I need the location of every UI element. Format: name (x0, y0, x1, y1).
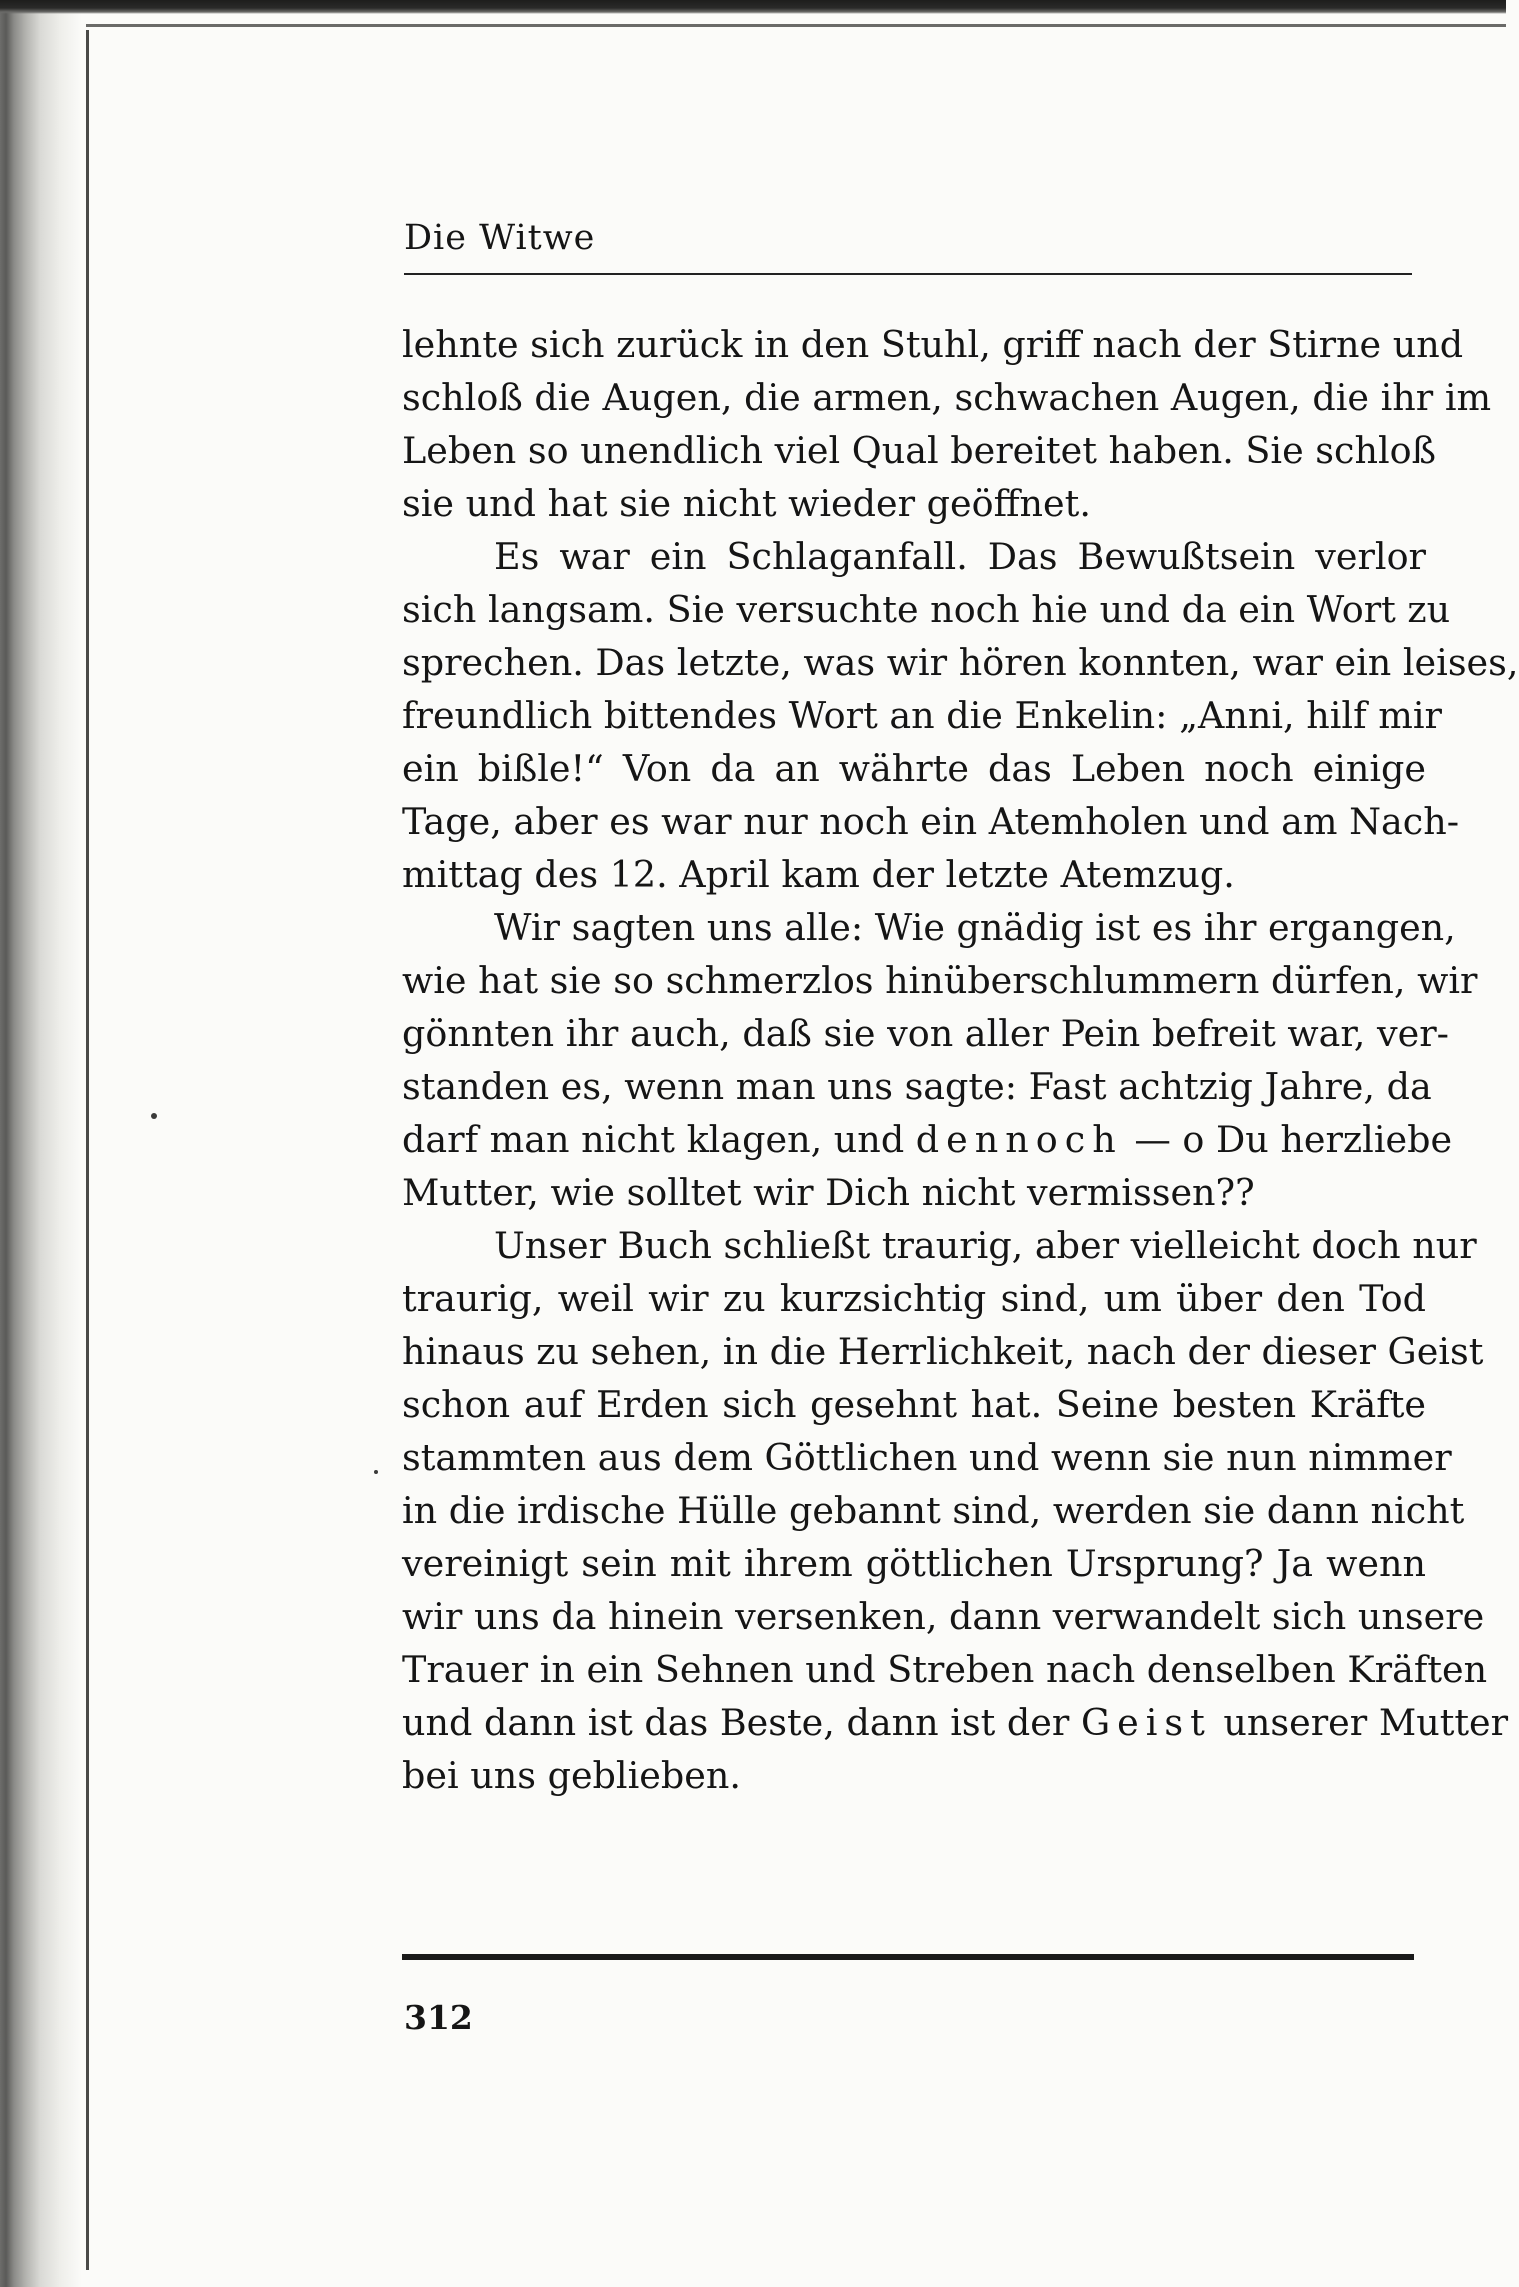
text-line: standen es, wenn man uns sagte: Fast achtzig Jahre, da (402, 1065, 1432, 1108)
text-line: ein bißle!“ Von da an währte das Leben noch einige (402, 747, 1426, 790)
text-line: Leben so unendlich viel Qual bereitet haben. Sie schloß (402, 429, 1437, 472)
text-line: wie hat sie so schmerzlos hinüberschlummern dürfen, wir (402, 959, 1478, 1002)
text-line (402, 1113, 1453, 1166)
text-line: vereinigt sein mit ihrem göttlichen Ursprung? Ja wenn (402, 1542, 1426, 1585)
text-line: sich langsam. Sie versuchte noch hie und da ein Wort zu (402, 588, 1451, 631)
running-header: Die Witwe (404, 218, 596, 258)
text-segment: und dann ist das Beste, dann ist der (402, 1701, 1070, 1744)
footer-rule (402, 1954, 1414, 1960)
text-line: Tage, aber es war nur noch ein Atemholen und am Nach- (402, 800, 1460, 843)
text-segment: — o Du herzliebe (1134, 1118, 1453, 1161)
text-segment: darf man nicht klagen, und (402, 1118, 905, 1161)
text-line: mittag des 12. April kam der letzte Atemzug. (402, 853, 1235, 896)
page-number: 312 (404, 1998, 473, 2037)
emphasis-spaced-text: Geist (1080, 1701, 1212, 1744)
text-line (402, 1696, 1509, 1749)
scan-top-line (86, 24, 1506, 27)
scan-top-edge (0, 0, 1506, 14)
text-line: bei uns geblieben. (402, 1754, 741, 1797)
scan-speck (374, 1470, 378, 1474)
emphasis-spaced-text: dennoch (915, 1118, 1123, 1161)
scan-speck (151, 1113, 157, 1119)
text-line: sprechen. Das letzte, was wir hören konnten, war ein leises, (402, 641, 1519, 684)
text-line: stammten aus dem Göttlichen und wenn sie nun nimmer (402, 1436, 1452, 1479)
header-rule (404, 273, 1412, 275)
text-line: Unser Buch schließt traurig, aber vielleicht doch nur (494, 1224, 1477, 1267)
text-line: gönnten ihr auch, daß sie von aller Pein befreit war, ver- (402, 1012, 1449, 1055)
text-line: wir uns da hinein versenken, dann verwandelt sich unsere (402, 1595, 1485, 1638)
text-line: in die irdische Hülle gebannt sind, werden sie dann nicht (402, 1489, 1465, 1532)
text-line: Es war ein Schlaganfall. Das Bewußtsein verlor (494, 535, 1426, 578)
text-line: freundlich bittendes Wort an die Enkelin: „Anni, hilf mir (402, 694, 1442, 737)
page-body (402, 318, 1519, 1802)
text-line: sie und hat sie nicht wieder geöffnet. (402, 482, 1091, 525)
book-binding-edge (0, 0, 82, 2287)
text-line: Trauer in ein Sehnen und Streben nach denselben Kräften (402, 1648, 1488, 1691)
text-line: hinaus zu sehen, in die Herrlichkeit, nach der dieser Geist (402, 1330, 1484, 1373)
text-line: schloß die Augen, die armen, schwachen Augen, die ihr im (402, 376, 1492, 419)
text-segment: unserer Mutter (1223, 1701, 1509, 1744)
text-line: lehnte sich zurück in den Stuhl, griff nach der Stirne und (402, 323, 1464, 366)
text-line: traurig, weil wir zu kurzsichtig sind, um über den Tod (402, 1277, 1426, 1320)
binding-shadow-line (86, 30, 89, 2270)
text-line: schon auf Erden sich gesehnt hat. Seine besten Kräfte (402, 1383, 1426, 1426)
text-line: Wir sagten uns alle: Wie gnädig ist es ihr ergangen, (494, 906, 1456, 949)
text-line: Mutter, wie solltet wir Dich nicht vermissen?? (402, 1171, 1255, 1214)
